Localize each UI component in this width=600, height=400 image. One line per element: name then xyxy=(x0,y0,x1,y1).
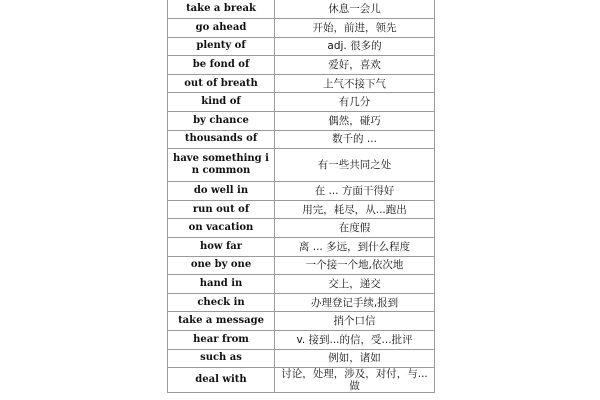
phrase-cell: such as xyxy=(168,349,275,368)
phrase-cell: hear from xyxy=(168,331,275,350)
table-row xyxy=(168,368,435,393)
vocabulary-table xyxy=(167,0,435,393)
table-row xyxy=(168,112,435,131)
phrase-cell: run out of xyxy=(168,200,275,219)
vocabulary-table-body xyxy=(168,0,435,393)
meaning-cell: 讨论，处理，涉及，对付，与...做 xyxy=(275,368,435,393)
table-row xyxy=(168,293,435,312)
phrase-cell: thousands of xyxy=(168,130,275,149)
phrase-cell: go ahead xyxy=(168,19,275,38)
table-row xyxy=(168,149,435,182)
table-row xyxy=(168,312,435,331)
meaning-cell: 交上，递交 xyxy=(275,275,435,294)
meaning-cell: v. 接到...的信，受...批评 xyxy=(275,331,435,350)
phrase-cell: one by one xyxy=(168,256,275,275)
table-row xyxy=(168,256,435,275)
meaning-cell: 离 ... 多远，到什么程度 xyxy=(275,238,435,257)
meaning-cell: 例如，诸如 xyxy=(275,349,435,368)
meaning-cell: 上气不接下气 xyxy=(275,74,435,93)
table-row xyxy=(168,182,435,201)
meaning-cell: 有几分 xyxy=(275,93,435,112)
table-row xyxy=(168,275,435,294)
phrase-cell: out of breath xyxy=(168,74,275,93)
meaning-cell: 办理登记手续,报到 xyxy=(275,293,435,312)
phrase-cell: take a message xyxy=(168,312,275,331)
meaning-cell: 捎个口信 xyxy=(275,312,435,331)
table-row xyxy=(168,200,435,219)
phrase-cell: have something in common xyxy=(168,149,275,182)
meaning-cell: 在度假 xyxy=(275,219,435,238)
table-row xyxy=(168,349,435,368)
meaning-cell: 数千的 ... xyxy=(275,130,435,149)
table-row xyxy=(168,130,435,149)
phrase-cell: do well in xyxy=(168,182,275,201)
phrase-cell: on vacation xyxy=(168,219,275,238)
meaning-cell: 一个接一个地,依次地 xyxy=(275,256,435,275)
phrase-cell: deal with xyxy=(168,368,275,393)
meaning-cell: 偶然，碰巧 xyxy=(275,112,435,131)
phrase-cell: how far xyxy=(168,238,275,257)
meaning-cell: 在 ... 方面干得好 xyxy=(275,182,435,201)
phrase-cell: take a break xyxy=(168,0,275,19)
table-row xyxy=(168,37,435,56)
meaning-cell: 用完，耗尽，从...跑出 xyxy=(275,200,435,219)
table-row xyxy=(168,56,435,75)
table-row xyxy=(168,331,435,350)
meaning-cell: 有一些共同之处 xyxy=(275,149,435,182)
table-row xyxy=(168,74,435,93)
table-row xyxy=(168,19,435,38)
phrase-cell: check in xyxy=(168,293,275,312)
meaning-cell: 开始，前进，领先 xyxy=(275,19,435,38)
table-row xyxy=(168,219,435,238)
phrase-cell: be fond of xyxy=(168,56,275,75)
phrase-cell: plenty of xyxy=(168,37,275,56)
phrase-cell: by chance xyxy=(168,112,275,131)
meaning-cell: 休息一会儿 xyxy=(275,0,435,19)
meaning-cell: adj. 很多的 xyxy=(275,37,435,56)
table-row xyxy=(168,0,435,19)
table-row xyxy=(168,93,435,112)
table-row xyxy=(168,238,435,257)
phrase-cell: kind of xyxy=(168,93,275,112)
phrase-cell: hand in xyxy=(168,275,275,294)
meaning-cell: 爱好，喜欢 xyxy=(275,56,435,75)
